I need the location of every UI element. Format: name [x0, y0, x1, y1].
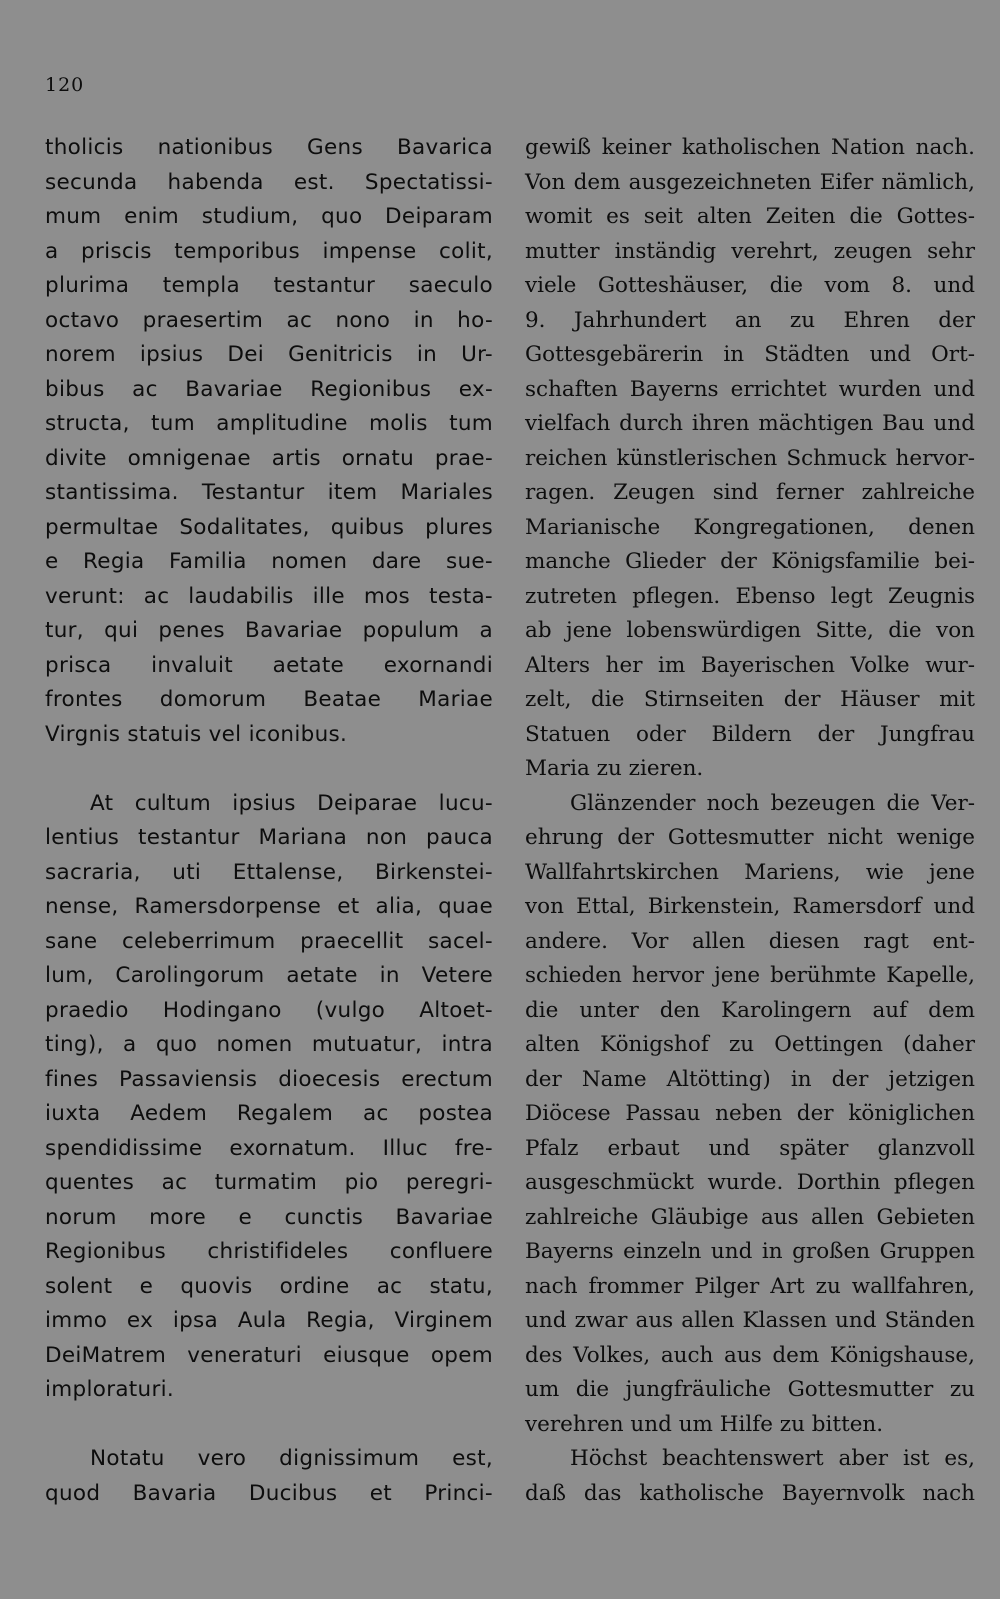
text-line: die unter den Karolingern auf dem: [525, 997, 975, 1023]
latin-paragraph-1: [45, 131, 493, 752]
text-line: verunt: ac laudabilis ille mos testa-: [45, 583, 493, 609]
text-line: von Ettal, Birkenstein, Ramersdorf und: [525, 894, 975, 919]
text-line: iuxta Aedem Regalem ac postea: [45, 1101, 493, 1126]
latin-column: [45, 131, 493, 1511]
text-line: stantissima. Testantur item Mariales: [45, 480, 493, 505]
text-line: octavo praesertim ac nono in ho-: [45, 307, 493, 333]
text-line: gewiß keiner katholischen Nation nach.: [525, 135, 975, 160]
text-line: Marianische Kongregationen, denen: [525, 514, 975, 540]
text-line: Alters her im Bayerischen Volke wur-: [525, 652, 975, 678]
text-line: schaften Bayerns errichtet wurden und: [525, 376, 975, 402]
text-line: imploraturi.: [45, 1377, 175, 1402]
text-line: prisca invaluit aetate exornandi: [45, 652, 493, 678]
text-line: daß das katholische Bayernvolk nach: [525, 1480, 975, 1506]
text-line: quentes ac turmatim pio peregri-: [45, 1170, 493, 1195]
page-number: 120: [45, 74, 85, 96]
text-line: nense, Ramersdorpense et alia, quae: [45, 894, 493, 919]
text-line: secunda habenda est. Spectatissi-: [45, 169, 493, 195]
text-line: spendidissime exornatum. Illuc fre-: [45, 1135, 493, 1161]
text-line: Notatu vero dignissimum est,: [90, 1446, 493, 1471]
text-line: mutter inständig verehrt, zeugen sehr: [525, 238, 975, 264]
german-paragraph-2: [525, 787, 975, 1443]
text-line: immo ex ipsa Aula Regia, Virginem: [45, 1308, 493, 1333]
text-line: ab jene lobenswürdigen Sitte, die von: [525, 618, 975, 643]
text-line: sane celeberrimum praecellit sacel-: [45, 928, 493, 954]
text-line: frontes domorum Beatae Mariae: [45, 687, 493, 712]
text-line: e Regia Familia nomen dare sue-: [45, 549, 493, 574]
text-line: norum more e cunctis Bavariae: [45, 1204, 493, 1230]
text-line: At cultum ipsius Deiparae lucu-: [90, 790, 493, 816]
text-line: womit es seit alten Zeiten die Gottes-: [525, 204, 975, 229]
text-line: reichen künstlerischen Schmuck hervor-: [525, 445, 975, 471]
text-line: vielfach durch ihren mächtigen Bau und: [525, 411, 975, 436]
text-line: ausgeschmückt wurde. Dorthin pflegen: [525, 1170, 975, 1195]
text-line: divite omnigenae artis ornatu prae-: [45, 445, 493, 471]
text-line: Höchst beachtenswert aber ist es,: [570, 1446, 975, 1471]
text-line: alten Königshof zu Oettingen (daher: [525, 1032, 975, 1057]
text-line: bibus ac Bavariae Regionibus ex-: [45, 376, 493, 402]
text-line: des Volkes, auch aus dem Königshause,: [525, 1342, 975, 1368]
latin-paragraph-3: [45, 1442, 493, 1511]
text-line: quod Bavaria Ducibus et Princi-: [45, 1480, 493, 1506]
text-line: zutreten pflegen. Ebenso legt Zeugnis: [525, 583, 975, 609]
text-line: lentius testantur Mariana non pauca: [45, 825, 493, 850]
text-line: um die jungfräuliche Gottesmutter zu: [525, 1377, 975, 1402]
text-line: plurima templa testantur saeculo: [45, 273, 493, 298]
text-line: zahlreiche Gläubige aus allen Gebieten: [525, 1204, 975, 1230]
text-line: zelt, die Stirnseiten der Häuser mit: [525, 687, 975, 712]
text-line: ting), a quo nomen mutuatur, intra: [45, 1032, 493, 1057]
text-line: nach frommer Pilger Art zu wallfahren,: [525, 1273, 975, 1299]
text-line: norem ipsius Dei Genitricis in Ur-: [45, 342, 493, 367]
text-line: tholicis nationibus Gens Bavarica: [45, 135, 493, 160]
text-line: der Name Altötting) in der jetzigen: [525, 1066, 975, 1092]
text-line: viele Gotteshäuser, die vom 8. und: [525, 273, 975, 298]
paragraph-gap: [45, 1408, 493, 1443]
text-line: Diöcese Passau neben der königlichen: [525, 1101, 975, 1126]
text-line: Statuen oder Bildern der Jungfrau: [525, 721, 975, 747]
text-line: ehrung der Gottesmutter nicht wenige: [525, 825, 975, 850]
text-line: praedio Hodingano (vulgo Altoet-: [45, 997, 493, 1023]
text-line: Gottesgebärerin in Städten und Ort-: [525, 342, 975, 367]
german-paragraph-3: [525, 1442, 975, 1511]
text-line: Virgnis statuis vel iconibus.: [45, 721, 348, 747]
text-line: Regionibus christifideles confluere: [45, 1239, 493, 1264]
latin-paragraph-2: [45, 787, 493, 1408]
text-line: sacraria, uti Ettalense, Birkenstei-: [45, 859, 493, 885]
german-paragraph-1: [525, 131, 975, 787]
text-line: permultae Sodalitates, quibus plures: [45, 514, 493, 540]
text-line: fines Passaviensis dioecesis erectum: [45, 1066, 493, 1092]
text-line: schieden hervor jene berühmte Kapelle,: [525, 963, 975, 988]
text-line: Pfalz erbaut und später glanzvoll: [525, 1135, 975, 1161]
text-line: lum, Carolingorum aetate in Vetere: [45, 963, 493, 988]
text-line: Bayerns einzeln und in großen Gruppen: [525, 1239, 975, 1264]
text-line: structa, tum amplitudine molis tum: [45, 411, 493, 436]
text-line: tur, qui penes Bavariae populum a: [45, 618, 493, 643]
text-line: solent e quovis ordine ac statu,: [45, 1273, 493, 1299]
text-line: DeiMatrem veneraturi eiusque opem: [45, 1342, 493, 1368]
text-line: ragen. Zeugen sind ferner zahlreiche: [525, 480, 975, 505]
text-line: manche Glieder der Königsfamilie bei-: [525, 549, 975, 574]
text-line: Wallfahrtskirchen Mariens, wie jene: [525, 859, 975, 885]
text-line: Von dem ausgezeichneten Eifer nämlich,: [525, 169, 975, 195]
text-line: und zwar aus allen Klassen und Ständen: [525, 1308, 975, 1333]
text-line: Maria zu zieren.: [525, 756, 704, 781]
text-line: andere. Vor allen diesen ragt ent-: [525, 928, 975, 954]
text-line: verehren und um Hilfe zu bitten.: [525, 1411, 884, 1437]
text-line: mum enim studium, quo Deiparam: [45, 204, 493, 229]
text-line: Glänzender noch bezeugen die Ver-: [570, 790, 975, 816]
text-line: 9. Jahrhundert an zu Ehren der: [525, 307, 975, 333]
text-line: a priscis temporibus impense colit,: [45, 238, 493, 264]
paragraph-gap: [45, 752, 493, 787]
german-column: [525, 131, 975, 1511]
